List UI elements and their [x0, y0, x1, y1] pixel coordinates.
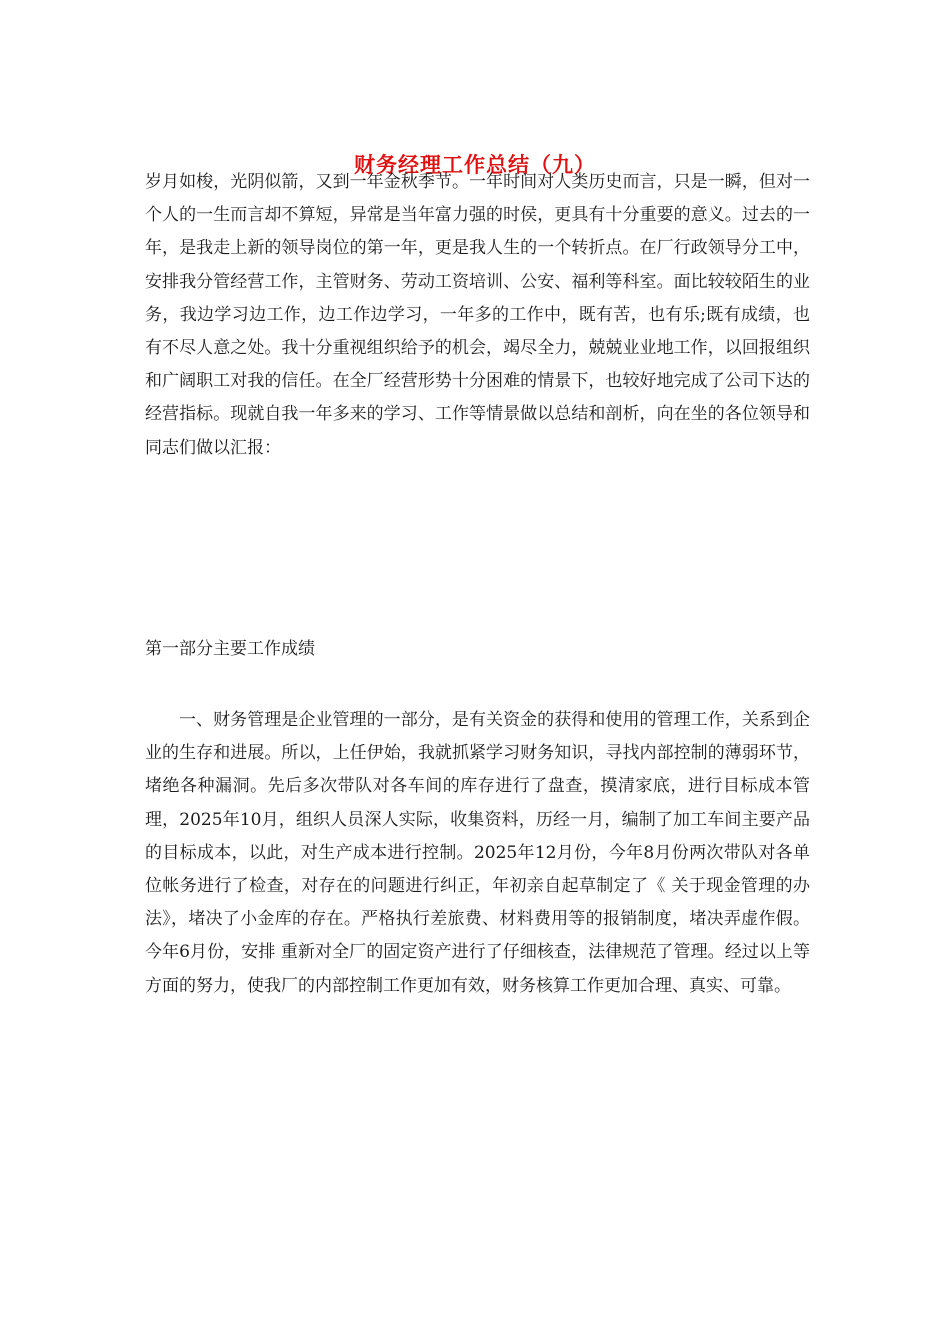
- section-heading: 第一部分主要工作成绩: [145, 639, 315, 659]
- document-title: 财务经理工作总结（九）: [354, 152, 596, 177]
- finance-paragraph: 一、财务管理是企业管理的一部分，是有关资金的获得和使用的管理工作，关系到企业的生存和进展。所以，上任伊始，我就抓紧学习财务知识，寻找内部控制的薄弱环节，堵绝各种漏洞。先后多次带队对各车间的库存进行了盘查，摸清家底，进行目标成本管理，2025年10月，组织人员深人实际，收集资料，历经一月，编制了加工车间主要产品的目标成本，以此，对生产成本进行控制。2025年12月份，今年8月份两次带队对各单位帐务进行了检查，对存在的问题进行纠正，年初亲自起草制定了《 关于现金管理的办法》，堵决了小金库的存在。严格执行差旅费、材料费用等的报销制度，堵决弄虚作假。今年6月份，安排 重新对全厂的固定资产进行了仔细核查，法律规范了管理。经过以上等方面的努力，使我厂的内部控制工作更加有效，财务核算工作更加合理、真实、可靠。: [145, 710, 810, 996]
- intro-paragraph: 岁月如梭，光阴似箭，又到一年金秋季节。一年时间对人类历史而言，只是一瞬，但对一个人的一生而言却不算短，异常是当年富力强的时侯，更具有十分重要的意义。过去的一年，是我走上新的领导岗位的第一年，更是我人生的一个转折点。在厂行政领导分工中， 安排我分管经营工作，主管财务、劳动工资培训、公安、福利等科室。面比较较陌生的业务，我边学习边工作，边工作边学习，一年多的工作中，既有苦，也有乐;既有成绩，也有不尽人意之处。我十分重视组织给予的机会，竭尽全力，兢兢业业地工作，以回报组织和广阔职工对我的信任。在全厂经营形势十分困难的情景下，也较好地完成了公司下达的经营指标。现就自我一年多来的学习、工作等情景做以总结和剖析，向在坐的各位领导和同志们做以汇报：: [145, 172, 810, 458]
